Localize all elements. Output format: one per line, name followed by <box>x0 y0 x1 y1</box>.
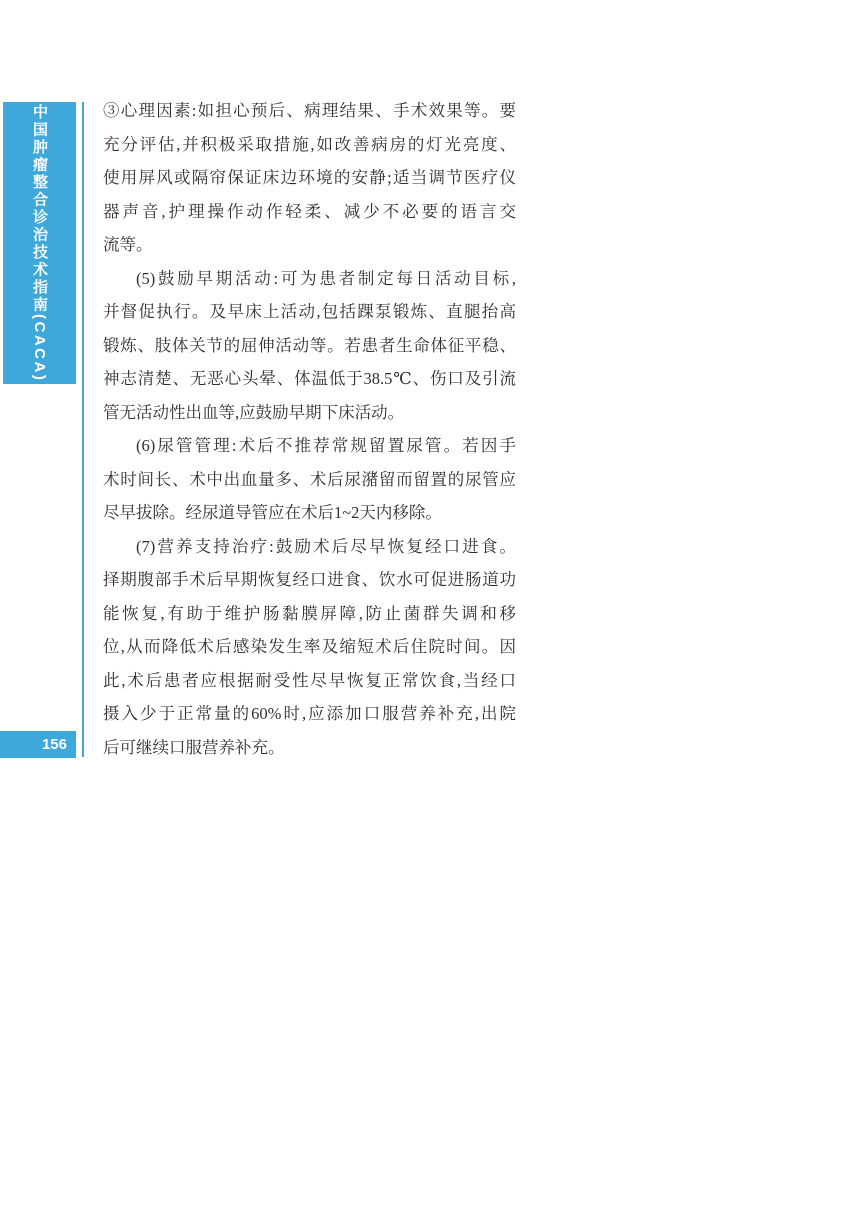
text-line: 流等。 <box>103 235 153 254</box>
text-line: 神志清楚、无恶心头晕、体温低于38.5℃、伤口及引流 <box>103 369 516 388</box>
text-line: (5)鼓励早期活动:可为患者制定每日活动目标, <box>136 268 516 288</box>
paragraph <box>103 429 516 530</box>
paragraph <box>103 262 516 430</box>
page-number-badge <box>0 731 76 758</box>
text-line: ③心理因素:如担心预后、病理结果、手术效果等。要 <box>103 101 516 120</box>
text-line: 器声音,护理操作动作轻柔、减少不必要的语言交 <box>103 201 516 221</box>
vertical-divider <box>82 102 84 757</box>
page-number: 156 <box>41 736 67 753</box>
text-line: (6)尿管管理:术后不推荐常规留置尿管。若因手 <box>136 436 516 455</box>
text-line: 充分评估,并积极采取措施,如改善病房的灯光亮度、 <box>103 134 516 154</box>
text-line: 后可继续口服营养补充。 <box>103 737 285 757</box>
paragraph <box>103 94 516 262</box>
body-text <box>103 94 516 764</box>
book-series-title: 中国肿瘤整合诊治技术指南(CACA) <box>31 103 48 383</box>
text-line: 此,术后患者应根据耐受性尽早恢复正常饮食,当经口 <box>103 670 516 690</box>
text-line: 能恢复,有助于维护肠黏膜屏障,防止菌群失调和移 <box>103 603 516 623</box>
text-line: 择期腹部手术后早期恢复经口进食、饮水可促进肠道功 <box>103 570 516 589</box>
text-line: 尽早拔除。经尿道导管应在术后1~2天内移除。 <box>103 503 442 522</box>
text-line: 并督促执行。及早床上活动,包括踝泵锻炼、直腿抬高 <box>103 302 516 321</box>
sidebar-banner <box>3 102 76 384</box>
text-line: (7)营养支持治疗:鼓励术后尽早恢复经口进食。 <box>136 536 516 556</box>
paragraph <box>103 530 516 765</box>
text-line: 摄入少于正常量的60%时,应添加口服营养补充,出院 <box>103 704 516 723</box>
text-line: 术时间长、术中出血量多、术后尿潴留而留置的尿管应 <box>103 469 516 489</box>
text-line: 锻炼、肢体关节的屈伸活动等。若患者生命体征平稳、 <box>103 335 516 355</box>
text-line: 使用屏风或隔帘保证床边环境的安静;适当调节医疗仪 <box>103 168 516 187</box>
text-line: 位,从而降低术后感染发生率及缩短术后住院时间。因 <box>103 637 516 656</box>
text-line: 管无活动性出血等,应鼓励早期下床活动。 <box>103 402 405 422</box>
